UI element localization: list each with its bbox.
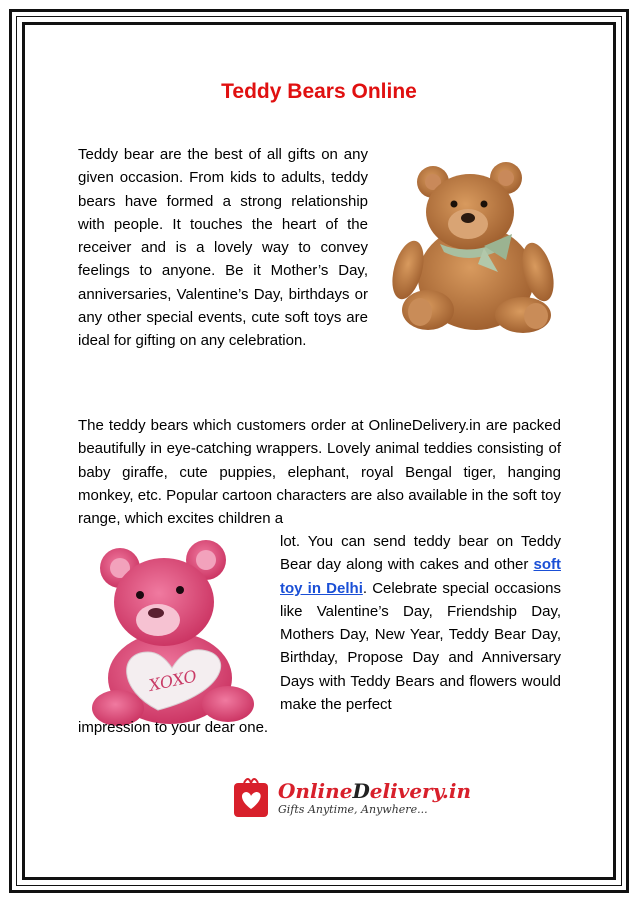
body-paragraph: The teddy bears which customers order at OnlineDelivery.in are packed beautifully in eye-catching wrappers. Lovely animal teddies consisting of baby giraffe, cute puppies, elephant, royal Bengal tiger, hanging monkey, etc. Popular cartoon characters are also available in the soft toy range, which excites children a [78,417,561,528]
logo-tagline: Gifts Anytime, Anywhere... [278,803,428,816]
send-text-after: . Celebrate special occasions like Valentine’s Day, Friendship Day, Mothers Day, New Year, Teddy Bear Day, Birthday, Propose Day and Anniversary Days with Teddy Bears and flowers would make the perfect [280,579,561,714]
send-paragraph [280,530,561,716]
onlinedelivery-logo [232,775,472,821]
logo-wordmark: OnlineDelivery.in [278,779,472,803]
soft-toy-delhi-link[interactable]: soft toy in Delhi [280,556,561,597]
brown-teddy-bear-image [388,160,566,338]
heart-text: XOXO [147,666,199,695]
gift-heart-icon [232,775,272,819]
page-title: Teddy Bears Online [221,80,417,103]
pink-teddy-bear-image [88,540,263,730]
intro-paragraph: Teddy bear are the best of all gifts on any given occasion. From kids to adults, teddy bears have formed a strong relationship with people. It touches the heart of the receiver and is a lovely way to convey feelings to anyone. Be it Mother’s Day, anniversaries, Valentine’s Day, birthdays or any other special events, cute soft toys are ideal for gifting on any celebration. [78,146,368,350]
closing-paragraph: impression to your dear one. [78,719,269,736]
send-text-before: lot. You can send teddy bear on Teddy Bear day along with cakes and other [280,533,561,574]
